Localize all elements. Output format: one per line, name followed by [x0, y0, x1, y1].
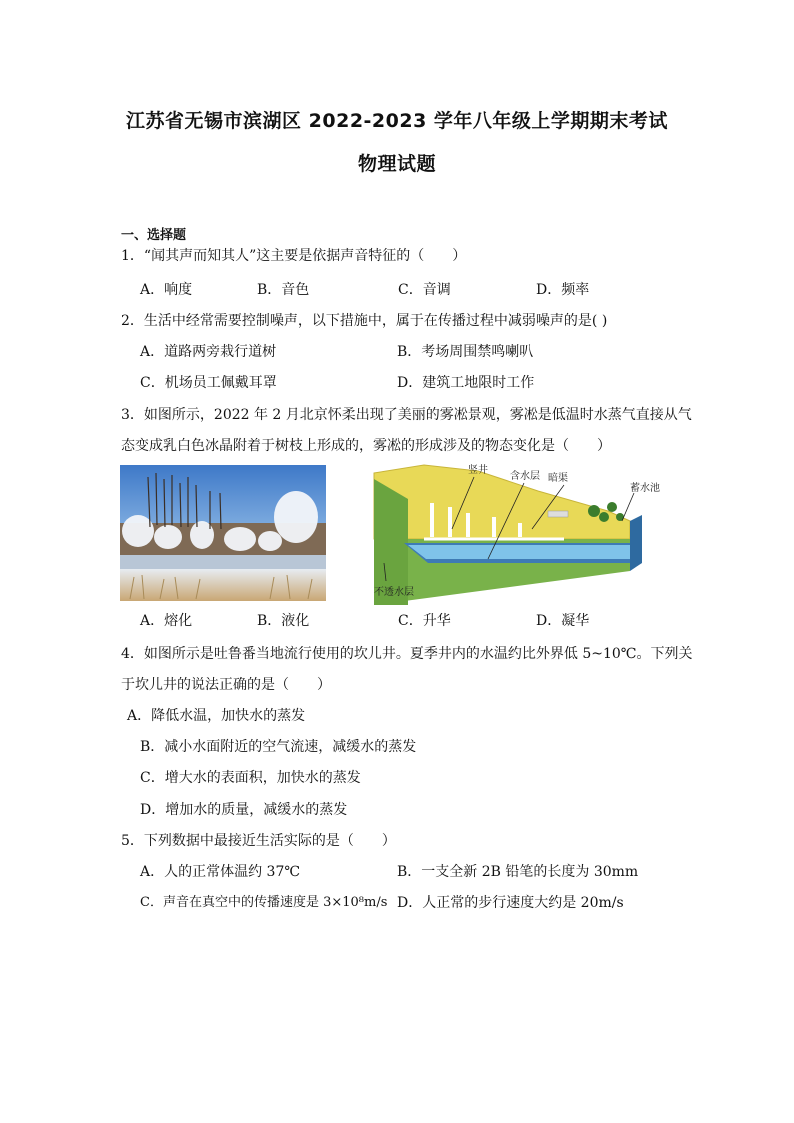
question-5-stem: 5．下列数据中最接近生活实际的是（ ） [121, 833, 396, 849]
question-5-option-a: A．人的正常体温约 37℃ [140, 864, 301, 880]
question-5-option-c: C．声音在真空中的传播速度是 3×10⁸m/s [140, 895, 388, 910]
question-4-option-b: B．减小水面附近的空气流速，减缓水的蒸发 [140, 739, 417, 755]
question-3-option-d: D．凝华 [536, 613, 590, 629]
question-1-stem: 1．“闻其声而知其人”这主要是依据声音特征的（ ） [121, 248, 467, 264]
question-5-option-b: B．一支全新 2B 铅笔的长度为 30mm [397, 864, 639, 880]
question-1-option-d: D．频率 [536, 282, 590, 298]
question-4-option-a: A．降低水温，加快水的蒸发 [127, 708, 306, 724]
karez-label-channel: 暗渠 [548, 473, 568, 484]
exam-subtitle: 物理试题 [357, 153, 436, 175]
karez-label-pool: 蓄水池 [630, 483, 660, 494]
question-2-stem: 2．生活中经常需要控制噪声，以下措施中，属于在传播过程中减弱噪声的是( ) [121, 313, 608, 329]
question-5-option-d: D．人正常的步行速度大约是 20m/s [397, 895, 624, 911]
question-4-stem-line1: 4．如图所示是吐鲁番当地流行使用的坎儿井。夏季井内的水温约比外界低 5~10℃。下列关 [121, 646, 693, 662]
karez-label-shaft: 竖井 [468, 465, 488, 476]
question-1-option-a: A．响度 [140, 282, 193, 298]
karez-diagram [368, 459, 668, 605]
question-1-option-b: B．音色 [257, 282, 310, 298]
question-2-option-a: A．道路两旁栽行道树 [140, 344, 277, 360]
question-3-option-a: A．熔化 [140, 613, 193, 629]
karez-label-impermeable: 不透水层 [374, 587, 414, 598]
question-3-option-c: C．升华 [398, 613, 451, 629]
question-1-option-c: C．音调 [398, 282, 451, 298]
karez-label-aquifer: 含水层 [510, 471, 540, 482]
question-2-option-b: B．考场周围禁鸣喇叭 [397, 344, 534, 360]
question-4-option-d: D．增加水的质量，减缓水的蒸发 [140, 802, 348, 818]
question-2-option-d: D．建筑工地限时工作 [397, 375, 535, 391]
question-3-option-b: B．液化 [257, 613, 310, 629]
section-heading: 一、选择题 [121, 228, 187, 243]
rime-landscape-photo [120, 465, 326, 601]
exam-title: 江苏省无锡市滨湖区 2022-2023 学年八年级上学期期末考试 [126, 110, 668, 132]
question-3-stem-line1: 3．如图所示，2022 年 2 月北京怀柔出现了美丽的雾凇景观，雾凇是低温时水蒸气直接从气 [121, 407, 692, 423]
question-2-option-c: C．机场员工佩戴耳罩 [140, 375, 277, 391]
question-4-stem-line2: 于坎儿井的说法正确的是（ ） [121, 677, 331, 693]
question-4-option-c: C．增大水的表面积，加快水的蒸发 [140, 770, 361, 786]
question-3-stem-line2: 态变成乳白色冰晶附着于树枝上形成的，雾凇的形成涉及的物态变化是（ ） [121, 438, 611, 454]
